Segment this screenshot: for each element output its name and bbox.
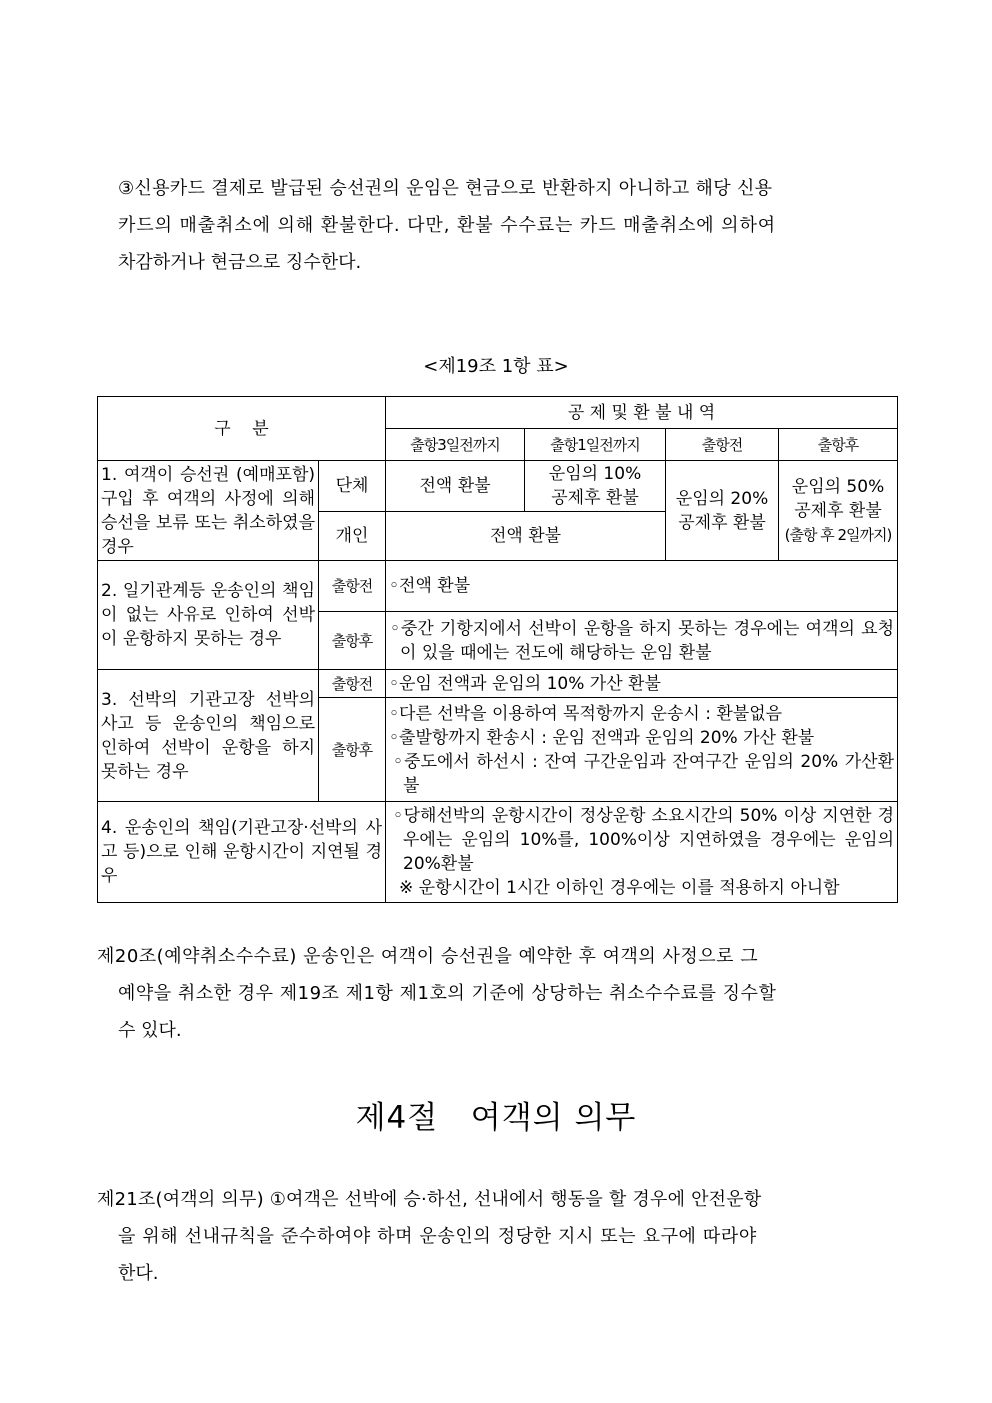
article-line: 을 위해 선내규칙을 준수하여야 하며 운송인의 정당한 지시 또는 요구에 따라야 [118,1226,757,1247]
row4-note: ※ 운항시간이 1시간 이하인 경우에는 이를 적용하지 아니함 [399,878,840,898]
row1-individual-before: 전액 환불 [386,512,666,561]
row1-before-line: 공제후 환불 [678,512,766,533]
row3-before-label: 출항전 [319,670,386,698]
row3-description: 3. 선박의 기관고장 선박의 사고 등 운송인의 책임으로 인하여 선박이 운항을 하지 못하는 경우 [98,670,319,802]
row3-after-item: ◦중도에서 하선시 : 잔여 구간운임과 잔여구간 운임의 20% 가산환불 [393,751,895,796]
row1-description: 1. 여객이 승선권 (예매포함)구입 후 여객의 사정에 의해 승선을 보류 또는 취소하였을 경우 [98,461,319,561]
row1-group-1day-line: 운임의 10% [548,464,642,484]
row4-description: 4. 운송인의 책임(기관고장·선박의 사고 등)으로 인해 운항시간이 지연될 경우 [98,802,386,903]
article-21 [97,1181,897,1292]
header-col-after: 출항후 [779,429,898,461]
paragraph-line: ③신용카드 결제로 발급된 승선권의 운임은 현금으로 반환하지 아니하고 해당 신용 [118,178,773,199]
row1-group-1day-line: 공제후 환불 [551,488,639,508]
paragraph-line: 카드의 매출취소에 의해 환불한다. 다만, 환불 수수료는 카드 매출취소에 의하여 [118,215,777,236]
header-col-1day: 출항1일전까지 [525,429,666,461]
header-col-before: 출항전 [666,429,779,461]
row4-text: ◦당해선박의 운항시간이 정상운항 소요시간의 50% 이상 지연한 경우에는 운임의 10%를, 100%이상 지연하였을 경우에는 운임의 20%환불 [393,806,895,874]
article-line: 수 있다. [118,1020,182,1041]
row4-content [386,802,898,903]
row2-after-text: ◦중간 기항지에서 선박이 운항을 하지 못하는 경우에는 여객의 요청이 있을 때에는 전도에 해당하는 운임 환불 [386,612,898,670]
row3-after-item: ◦다른 선박을 이용하여 목적항까지 운송시 : 환불없음 [389,703,783,724]
row1-before-line: 운임의 20% [675,488,769,509]
row1-group-label: 단체 [319,461,386,512]
header-col-3days: 출항3일전까지 [386,429,525,461]
refund-table [97,396,898,903]
table-caption: <제19조 1항 표> [423,356,569,377]
article-line: 예약을 취소한 경우 제19조 제1항 제1호의 기준에 상당하는 취소수수료를 징수할 [118,983,777,1004]
article-line: 제21조(여객의 의무) ①여객은 선박에 승·하선, 선내에서 행동을 할 경우에 안전운항 [97,1189,762,1210]
row3-after-label: 출항후 [319,698,386,802]
header-category: 구 분 [98,397,386,461]
row1-individual-label: 개인 [319,512,386,561]
row2-after-label: 출항후 [319,612,386,670]
row1-after [779,461,898,561]
article-20 [97,938,897,1049]
row1-before [666,461,779,561]
header-deduction: 공 제 및 환 불 내 역 [386,397,898,429]
row1-group-3days: 전액 환불 [386,461,525,512]
row1-after-line: (출항 후 2일까지) [784,525,892,544]
row1-after-line: 공제후 환불 [794,500,882,521]
section-heading: 제4절 여객의 의무 [355,1100,637,1136]
row1-after-line: 운임의 50% [791,476,885,497]
article-line: 한다. [118,1263,159,1284]
card-refund-paragraph [118,170,897,281]
row2-before-label: 출항전 [319,561,386,612]
row3-after-list [386,698,898,802]
row3-after-item: ◦출발항까지 환송시 : 운임 전액과 운임의 20% 가산 환불 [389,727,815,748]
row3-before-text: ◦운임 전액과 운임의 10% 가산 환불 [386,670,898,698]
paragraph-line: 차감하거나 현금으로 징수한다. [118,252,362,273]
row2-description: 2. 일기관계등 운송인의 책임이 없는 사유로 인하여 선박이 운항하지 못하는 경우 [98,561,319,670]
row1-group-1day [525,461,666,512]
row2-before-text: ◦전액 환불 [386,561,898,612]
article-line: 제20조(예약취소수수료) 운송인은 여객이 승선권을 예약한 후 여객의 사정으로 그 [97,946,759,967]
